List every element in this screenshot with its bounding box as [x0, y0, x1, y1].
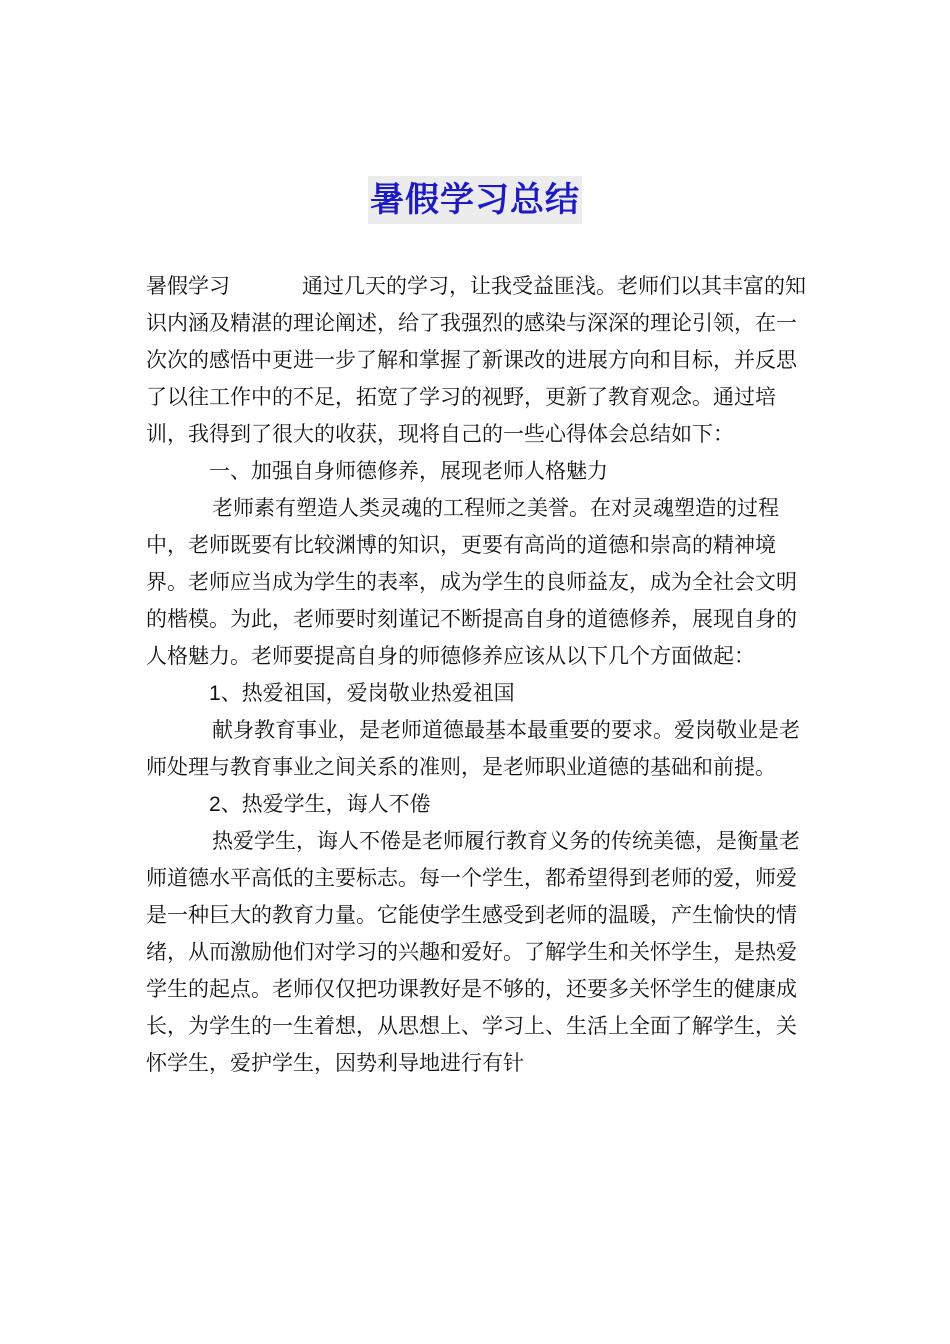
item1-heading-text: 、热爱祖国，爱岗敬业热爱祖国 — [220, 681, 515, 705]
item1-heading — [146, 675, 810, 712]
document-body — [146, 268, 810, 1082]
item2-heading — [146, 786, 810, 823]
item2-paragraph: 热爱学生，诲人不倦是老师履行教育义务的传统美德，是衡量老师道德水平高低的主要标志。每一个学生，都希望得到老师的爱，师爱是一种巨大的教育力量。它能使学生感受到老师的温暖，产生愉快的情绪，从而激励他们对学习的兴趣和爱好。了解学生和关怀学生，是热爱学生的起点。老师仅仅把功课教好是不够的，还要多关怀学生的健康成长，为学生的一生着想，从思想上、学习上、生活上全面了解学生，关怀学生，爱护学生，因势利导地进行有针 — [146, 829, 800, 1075]
intro-paragraph — [146, 268, 810, 453]
page-title — [0, 176, 950, 224]
item2-heading-text: 、热爱学生，诲人不倦 — [220, 792, 431, 816]
item1-number: 1 — [209, 682, 221, 705]
section1-heading: 一、加强自身师德修养，展现老师人格魅力 — [209, 459, 608, 483]
intro-label: 暑假学习 — [146, 274, 230, 298]
intro-text: 通过几天的学习，让我受益匪浅。老师们以其丰富的知识内涵及精湛的理论阐述，给了我强烈的感染与深深的理论引领，在一次次的感悟中更进一步了解和掌握了新课改的进展方向和目标，并反思了以往工作中的不足，拓宽了学习的视野，更新了教育观念。通过培训，我得到了很大的收获，现将自己的一些心得体会总结如下： — [146, 274, 806, 446]
page-title-text: 暑假学习总结 — [368, 176, 582, 224]
item1-paragraph: 献身教育事业，是老师道德最基本最重要的要求。爱岗敬业是老师处理与教育事业之间关系的准则，是老师职业道德的基础和前提。 — [146, 718, 800, 779]
section1-paragraph: 老师素有塑造人类灵魂的工程师之美誉。在对灵魂塑造的过程中，老师既要有比较渊博的知识，更要有高尚的道德和崇高的精神境界。老师应当成为学生的表率，成为学生的良师益友，成为全社会文明的楷模。为此，老师要时刻谨记不断提高自身的道德修养，展现自身的人格魅力。老师要提高自身的师德修养应该从以下几个方面做起： — [146, 496, 797, 668]
item2-number: 2 — [209, 793, 221, 816]
